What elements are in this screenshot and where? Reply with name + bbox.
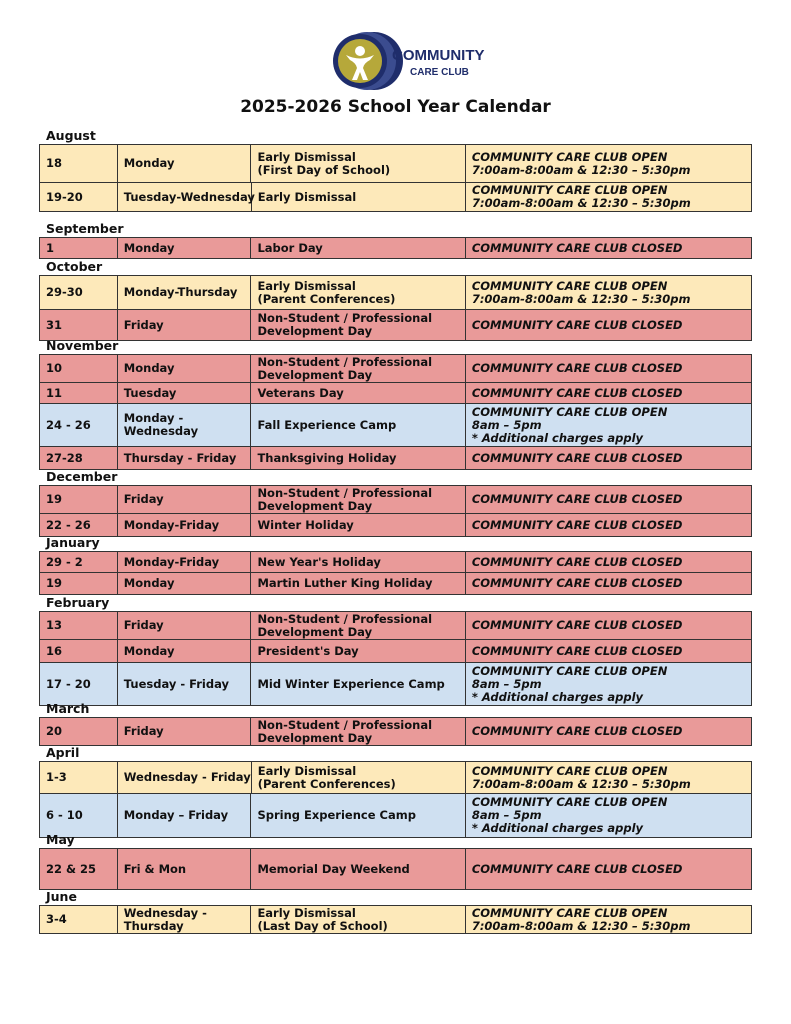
month-heading: November [46,338,119,353]
status-cell-line: COMMUNITY CARE CLUB OPEN [471,404,668,419]
status-cell-line: 8am – 5pm [471,676,542,691]
status-cell-line: 7:00am-8:00am & 12:30 – 5:30pm [472,196,691,210]
day-cell-line: Tuesday-Wednesday [123,189,255,204]
day-cell [118,552,252,572]
event-cell [251,447,465,469]
status-cell [466,640,751,662]
event-cell-line: Early Dismissal [257,278,356,293]
month-section [39,887,752,934]
table-row [39,237,752,259]
table-row [39,640,752,663]
month-heading: October [46,259,103,274]
event-cell [252,183,466,211]
month-heading: September [46,221,124,236]
status-cell-line: COMMUNITY CARE CLUB CLOSED [471,554,683,569]
day-cell [118,762,252,793]
month-section [39,830,752,890]
day-cell-line: Monday - [123,411,184,425]
event-cell-line: Non-Student / Professional [257,485,433,500]
date-cell: 19-20 [40,183,118,211]
logo-emblem-icon [330,30,485,92]
day-cell [118,640,252,662]
status-cell-line: * Additional charges apply [471,430,644,445]
status-cell-line: * Additional charges apply [471,821,644,835]
status-cell [466,612,751,639]
status-cell-line: COMMUNITY CARE CLUB OPEN [471,795,668,809]
table-row [39,761,752,794]
event-cell-line: Thanksgiving Holiday [257,450,397,465]
date-cell: 19 [40,486,118,513]
date-cell: 18 [40,145,118,182]
table-row [39,183,752,212]
status-cell-line: COMMUNITY CARE CLUB CLOSED [471,724,683,738]
status-cell-line: * Additional charges apply [471,689,644,704]
day-cell-line: Tuesday - Friday [123,676,229,691]
event-cell-line: Fall Experience Camp [257,417,397,432]
date-cell: 1-3 [40,762,118,793]
status-cell-line: 7:00am-8:00am & 12:30 – 5:30pm [471,291,691,306]
day-cell [118,276,252,309]
event-cell [251,849,465,889]
event-cell-line: Development Day [257,498,373,513]
month-section [39,593,752,706]
status-cell [466,447,751,469]
date-cell: 10 [40,355,118,382]
month-heading: February [46,595,110,610]
month-heading: June [46,889,77,904]
logo-line1: COMMUNITY [392,47,485,64]
status-cell-line: COMMUNITY CARE CLUB CLOSED [471,492,683,506]
page-title: 2025-2026 School Year Calendar [240,97,551,117]
status-cell-line: 8am – 5pm [471,808,542,822]
status-cell [466,276,751,309]
day-cell [118,404,252,446]
status-cell-line: COMMUNITY CARE CLUB CLOSED [471,361,683,375]
status-cell [466,486,751,513]
day-cell-line: Tuesday [123,385,177,400]
table-row [39,573,752,595]
event-cell [251,906,465,933]
month-section [39,219,752,259]
event-cell-line: (Parent Conferences) [257,291,396,306]
event-cell-line: Memorial Day Weekend [257,861,410,876]
table-row [39,383,752,404]
status-cell [466,849,751,889]
date-cell: 6 - 10 [40,794,118,837]
event-cell-line: Non-Student / Professional [257,311,433,325]
day-cell [118,486,252,513]
event-cell-line: Winter Holiday [257,517,354,532]
table-row [39,611,752,640]
table-row [39,485,752,514]
date-cell: 27-28 [40,447,118,469]
status-cell-line: COMMUNITY CARE CLUB CLOSED [471,317,683,332]
status-cell [466,718,751,745]
date-cell: 22 - 26 [40,514,118,536]
day-cell-line: Wednesday - [123,905,207,920]
day-cell [118,183,255,211]
logo-line2: CARE CLUB [410,67,469,78]
table-row [39,717,752,746]
status-cell-line: COMMUNITY CARE CLUB CLOSED [471,240,683,255]
event-cell-line: Development Day [257,367,373,382]
day-cell-line: Thursday - Friday [123,450,237,465]
day-cell-line: Monday-Friday [123,554,220,569]
month-section [39,126,752,212]
day-cell [118,718,252,745]
month-heading: August [46,128,96,143]
event-cell-line: President's Day [257,643,359,658]
event-cell [252,762,466,793]
day-cell [118,849,252,889]
month-heading: December [46,469,118,484]
status-cell-line: COMMUNITY CARE CLUB OPEN [471,663,668,678]
event-cell-line: Veterans Day [257,385,344,400]
day-cell-line: Monday [123,361,175,375]
day-cell-line: Monday [123,643,175,658]
status-cell [466,552,751,572]
event-cell [251,573,465,594]
status-cell-line: COMMUNITY CARE CLUB CLOSED [471,450,683,465]
event-cell-line: Labor Day [257,240,323,255]
month-section [39,743,752,838]
status-cell-line: COMMUNITY CARE CLUB OPEN [472,183,668,197]
date-cell: 1 [40,238,118,258]
date-cell: 17 - 20 [40,663,118,705]
day-cell-line: Thursday [123,918,184,933]
status-cell [466,383,751,403]
status-cell-line: COMMUNITY CARE CLUB CLOSED [471,576,683,590]
day-cell-line: Friday [123,317,164,332]
status-cell-line: 8am – 5pm [471,417,542,432]
day-cell [118,447,252,469]
month-heading: May [46,832,75,847]
status-cell [466,573,751,594]
date-cell: 19 [40,573,118,594]
event-cell-line: Development Day [257,324,373,338]
date-cell: 29-30 [40,276,118,309]
day-cell-line: Friday [123,618,164,632]
date-cell: 24 - 26 [40,404,118,446]
day-cell-line: Monday – Friday [123,808,229,822]
table-row [39,848,752,890]
status-cell-line: COMMUNITY CARE CLUB CLOSED [471,861,683,876]
month-heading: March [46,701,90,716]
status-cell [466,238,751,258]
date-cell: 29 - 2 [40,552,118,572]
day-cell [118,612,252,639]
event-cell [251,640,465,662]
date-cell: 11 [40,383,118,403]
day-cell [118,906,252,933]
event-cell-line: (First Day of School) [257,162,391,177]
event-cell [251,612,465,639]
table-row [39,354,752,383]
status-cell-line: COMMUNITY CARE CLUB CLOSED [471,385,683,400]
day-cell [118,238,252,258]
day-cell [118,355,252,382]
event-cell-line: Early Dismissal [257,189,357,204]
date-cell: 16 [40,640,118,662]
day-cell-line: Monday-Friday [123,517,220,532]
event-cell-line: Mid Winter Experience Camp [257,676,445,691]
month-heading: January [46,535,100,550]
day-cell-line: Wednesday - Friday [123,770,251,784]
event-cell-line: Non-Student / Professional [257,717,433,732]
date-cell: 20 [40,718,118,745]
event-cell [251,276,465,309]
event-cell-line: Development Day [257,730,373,745]
event-cell-line: (Parent Conferences) [257,776,396,791]
table-row [39,275,752,310]
event-cell-line: Non-Student / Professional [257,354,433,369]
day-cell [118,383,252,403]
event-cell [251,404,465,446]
status-cell-line: 7:00am-8:00am & 12:30 – 5:30pm [471,918,691,933]
status-cell-line: 7:00am-8:00am & 12:30 – 5:30pm [472,776,691,791]
event-cell [251,486,465,513]
table-row [39,551,752,573]
status-cell [466,145,751,182]
date-cell: 22 & 25 [40,849,118,889]
event-cell-line: New Year's Holiday [257,554,381,569]
day-cell-line: Monday [123,240,175,255]
event-cell [251,718,465,745]
status-cell-line: 7:00am-8:00am & 12:30 – 5:30pm [471,162,691,177]
status-cell [466,355,751,382]
day-cell-line: Friday [123,724,164,738]
day-cell-line: Friday [123,492,164,506]
status-cell [466,762,751,793]
community-care-club-logo [330,30,485,92]
event-cell [251,238,465,258]
status-cell-line: COMMUNITY CARE CLUB OPEN [471,905,668,920]
day-cell-line: Wednesday [123,424,199,438]
day-cell [118,573,252,594]
day-cell-line: Monday-Thursday [123,285,238,299]
event-cell-line: Martin Luther King Holiday [257,576,433,590]
month-heading: April [46,745,80,760]
month-section [39,467,752,537]
month-section [39,336,752,470]
event-cell-line: Spring Experience Camp [257,808,416,822]
event-cell [251,552,465,572]
status-cell-line: COMMUNITY CARE CLUB CLOSED [471,517,683,532]
event-cell-line: Development Day [257,624,373,639]
status-cell [466,906,751,933]
event-cell-line: Early Dismissal [257,905,356,920]
day-cell-line: Monday [123,576,175,590]
month-section [39,533,752,595]
date-cell: 13 [40,612,118,639]
table-row [39,404,752,447]
month-section [39,699,752,746]
day-cell-line: Fri & Mon [123,861,187,876]
status-cell-line: COMMUNITY CARE CLUB OPEN [472,763,668,778]
event-cell-line: (Last Day of School) [257,918,388,933]
day-cell-line: Monday [123,156,175,170]
date-cell: 31 [40,310,118,340]
event-cell-line: Early Dismissal [257,149,356,164]
event-cell-line: Early Dismissal [257,763,357,778]
date-cell: 3-4 [40,906,118,933]
event-cell [251,383,465,403]
event-cell-line: Non-Student / Professional [257,611,433,626]
table-row [39,905,752,934]
day-cell [118,145,252,182]
status-cell [466,404,751,446]
status-cell-line: COMMUNITY CARE CLUB OPEN [471,149,668,164]
status-cell-line: COMMUNITY CARE CLUB CLOSED [471,618,683,632]
status-cell-line: COMMUNITY CARE CLUB CLOSED [471,643,683,658]
month-section [39,257,752,341]
status-cell-line: COMMUNITY CARE CLUB OPEN [471,278,668,293]
status-cell [466,183,751,211]
table-row [39,144,752,183]
event-cell [251,355,465,382]
event-cell [251,145,465,182]
